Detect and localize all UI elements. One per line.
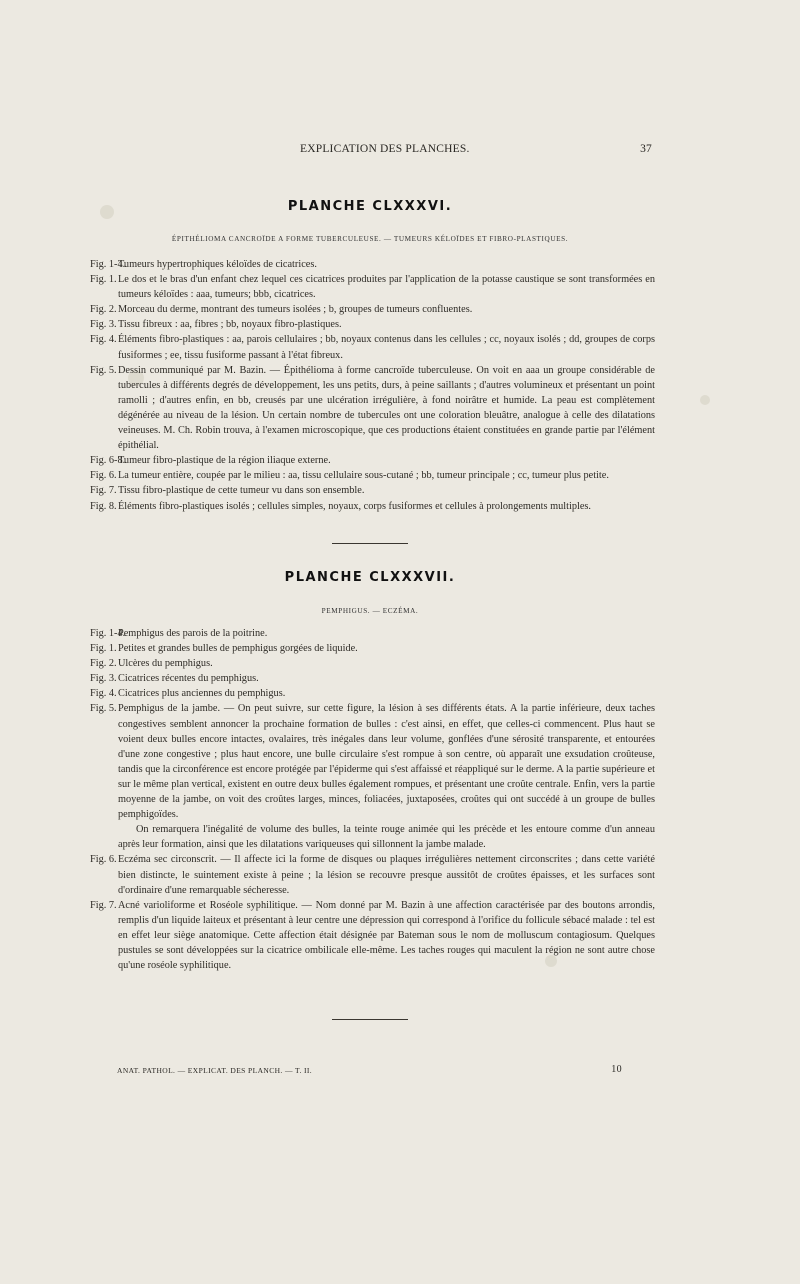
figure-label: Fig. 1. [90,643,117,655]
figure-paragraph: La tumeur entière, coupée par le milieu : aa, tissu cellulaire sous-cutané ; bb, tumeur principale ; cc, tumeur plus petite. [118,470,609,482]
figure-caption [90,671,655,686]
figure-paragraph: Tissu fibreux : aa, fibres ; bb, noyaux fibro-plastiques. [118,319,342,331]
figure-label: Fig. 2. [90,658,117,670]
figure-paragraph: Le dos et le bras d'un enfant chez lequel ces cicatrices produites par l'application de la potasse caustique se sont transformées en tumeurs kéloïdes : aaa, tumeurs; bbb, cicatrices. [118,274,655,301]
figure-caption [90,272,655,302]
figure-paragraph: On remarquera l'inégalité de volume des bulles, la teinte rouge animée qui les précède et les entoure comme d'un anneau après leur formation, ainsi que les dilatations variqueuses qui sillonnent la jambe malade. [118,824,655,851]
figure-paragraph: Dessin communiqué par M. Bazin. — Épithélioma à forme cancroïde tuberculeuse. On voit en aaa un groupe considérable de tubercules à différents degrés de développement, les uns petits, durs, à peine saillants ; d'autres volumineux et présentant un point ramolli ; d'autres enfin, en bb, creusés par une ulcération irrégulière, à fond noirâtre et humide. La peau est complètement dégénérée au niveau de la lésion. Un certain nombre de tubercules ont une coloration bleuâtre, analogue à celle des dilatations veineuses. M. Ch. Robin trouva, à l'examen microscopique, que ces productions étaient constituées en grande partie par l'élément épithélial. [118,364,655,452]
figure-text [118,453,655,468]
figure-label: Fig. 2. [90,304,117,316]
figure-label: Fig. 8. [90,500,117,512]
figure-paragraph: Eczéma sec circonscrit. — Il affecte ici la forme de disques ou plaques irrégulières nettement circonscrites ; dans cette variété bien distincte, le suintement existe à peine ; la lésion se recouvre presque aussitôt de croûtes épaisses, et les surfaces sont d'ordinaire d'une remarquable sécheresse. [118,854,655,896]
plate-title: PLANCHE CLXXXVI. [287,199,453,214]
figure-label: Fig. 7. [90,485,117,497]
figure-label: Fig. 4. [90,688,117,700]
figure-text [118,686,655,701]
page-number: 37 [640,143,652,155]
figure-label: Fig. 1-4. [90,259,126,270]
footer-sheet-number: 10 [611,1064,622,1075]
figure-text [118,641,655,656]
figure-text [118,898,655,973]
figure-label: Fig. 4. [90,334,117,346]
figure-caption [90,332,655,362]
running-title: EXPLICATION DES PLANCHES. [300,143,470,155]
figure-label: Fig. 7. [90,899,117,911]
figure-label: Fig. 1-4. [90,628,126,639]
figure-caption [90,483,655,498]
figure-caption [90,363,655,454]
figure-label: Fig. 6. [90,470,117,482]
figure-text [118,499,655,514]
plate-title: PLANCHE CLXXXVII. [284,570,456,585]
figure-text [118,317,655,332]
figure-caption [90,898,655,973]
figure-paragraph: Petites et grandes bulles de pemphigus gorgées de liquide. [118,643,358,655]
figure-label: Fig. 6-8. [90,455,126,467]
figure-paragraph: Ulcères du pemphigus. [118,658,213,670]
figure-paragraph: Morceau du derme, montrant des tumeurs isolées ; b, groupes de tumeurs confluentes. [118,304,473,316]
figure-label: Fig. 5. [90,364,117,376]
figure-caption [90,656,655,671]
figure-paragraph: Tumeur fibro-plastique de la région iliaque externe. [118,455,331,467]
figure-paragraph: Cicatrices plus anciennes du pemphigus. [118,688,286,700]
figure-label: Fig. 5. [90,703,117,715]
running-head [90,143,652,161]
figure-text [118,656,655,671]
figure-text [118,257,655,272]
figure-text [118,468,655,483]
figure-text [118,332,655,362]
figure-label: Fig. 3. [90,319,117,331]
section-divider [332,543,408,544]
figure-text [118,483,655,498]
figure-text [118,852,655,897]
figure-paragraph: Cicatrices récentes du pemphigus. [118,673,259,685]
figure-list [90,257,655,514]
figure-text [118,626,655,641]
plate-subtitle: ÉPITHÉLIOMA CANCROÏDE A FORME TUBERCULEUSE. — TUMEURS KÉLOÏDES ET FIBRO-PLASTIQUES. [171,235,569,243]
figure-caption [90,257,655,272]
figure-caption [90,468,655,483]
figure-text [118,701,655,852]
figure-paragraph: Acné varioliforme et Roséole syphilitique. — Nom donné par M. Bazin à une affection caractérisée par des boutons arrondis, remplis d'un liquide laiteux et présentant à leur centre une dépression qui correspond à l'orifice du follicule sébacé malade : tel est en effet leur siège anatomique. Cette affection était désignée par Bateman sous le nom de molluscum contagiosum. Quelques pustules se sont développées sur la cicatrice ombilicale elle-même. Les taches rouges qui maculent la région ne sont autre chose qu'une roséole syphilitique. [118,899,655,972]
figure-caption [90,626,655,641]
paper-spot [700,395,710,405]
figure-caption [90,686,655,701]
figure-label: Fig. 3. [90,673,117,685]
figure-paragraph: Tissu fibro-plastique de cette tumeur vu dans son ensemble. [118,485,365,497]
figure-caption [90,302,655,317]
figure-list [90,626,655,973]
figure-text [118,363,655,454]
section-divider [332,1019,408,1020]
figure-caption [90,453,655,468]
figure-paragraph: Pemphigus des parois de la poitrine. [118,628,268,639]
figure-caption [90,701,655,852]
plate-subtitle: PEMPHIGUS. — ECZÉMA. [321,607,419,615]
figure-caption [90,317,655,332]
figure-caption [90,499,655,514]
figure-caption [90,852,655,897]
figure-paragraph: Pemphigus de la jambe. — On peut suivre, sur cette figure, la lésion à ses différents états. A la partie inférieure, deux taches congestives semblent annoncer la prochaine formation de bulles : c'est ainsi, en effet, que celles-ci commencent. Plus haut se voient deux bulles encore intactes, ovalaires, très inégales dans leur volume, gonflées d'une sérosité transparente, et entourées d'une zone congestive ; plus haut encore, une bulle circulaire s'est rompue à son centre, où apparaît une exsudation croûteuse, tandis que la circonférence est encore protégée par l'épiderme qui s'est affaissé et réappliqué sur le derme. A la partie supérieure et sur le même plan vertical, existent en outre deux bulles également rompues, et présentant une croûte centrale. Enfin, vers la partie moyenne de la jambe, on voit des croûtes larges, minces, foliacées, juxtaposées, croûtes qui ont succédé à un groupe de bulles pemphigoïdes. [118,703,655,821]
figure-paragraph: Tumeurs hypertrophiques kéloïdes de cicatrices. [118,259,317,270]
figure-label: Fig. 6. [90,854,117,866]
figure-text [118,272,655,302]
figure-label: Fig. 1. [90,274,117,286]
footer-signature: ANAT. PATHOL. — EXPLICAT. DES PLANCH. — T. II. [117,1066,313,1075]
footer [117,1066,622,1080]
figure-text [118,302,655,317]
figure-caption [90,641,655,656]
figure-text [118,671,655,686]
figure-paragraph: Éléments fibro-plastiques : aa, parois cellulaires ; bb, noyaux contenus dans les cellules ; cc, noyaux isolés ; dd, groupes de corps fusiformes ; ee, tissu fusiforme passant à l'état fibreux. [118,334,655,361]
figure-paragraph: Éléments fibro-plastiques isolés ; cellules simples, noyaux, corps fusiformes et cellules à prolongements multiples. [118,500,591,512]
